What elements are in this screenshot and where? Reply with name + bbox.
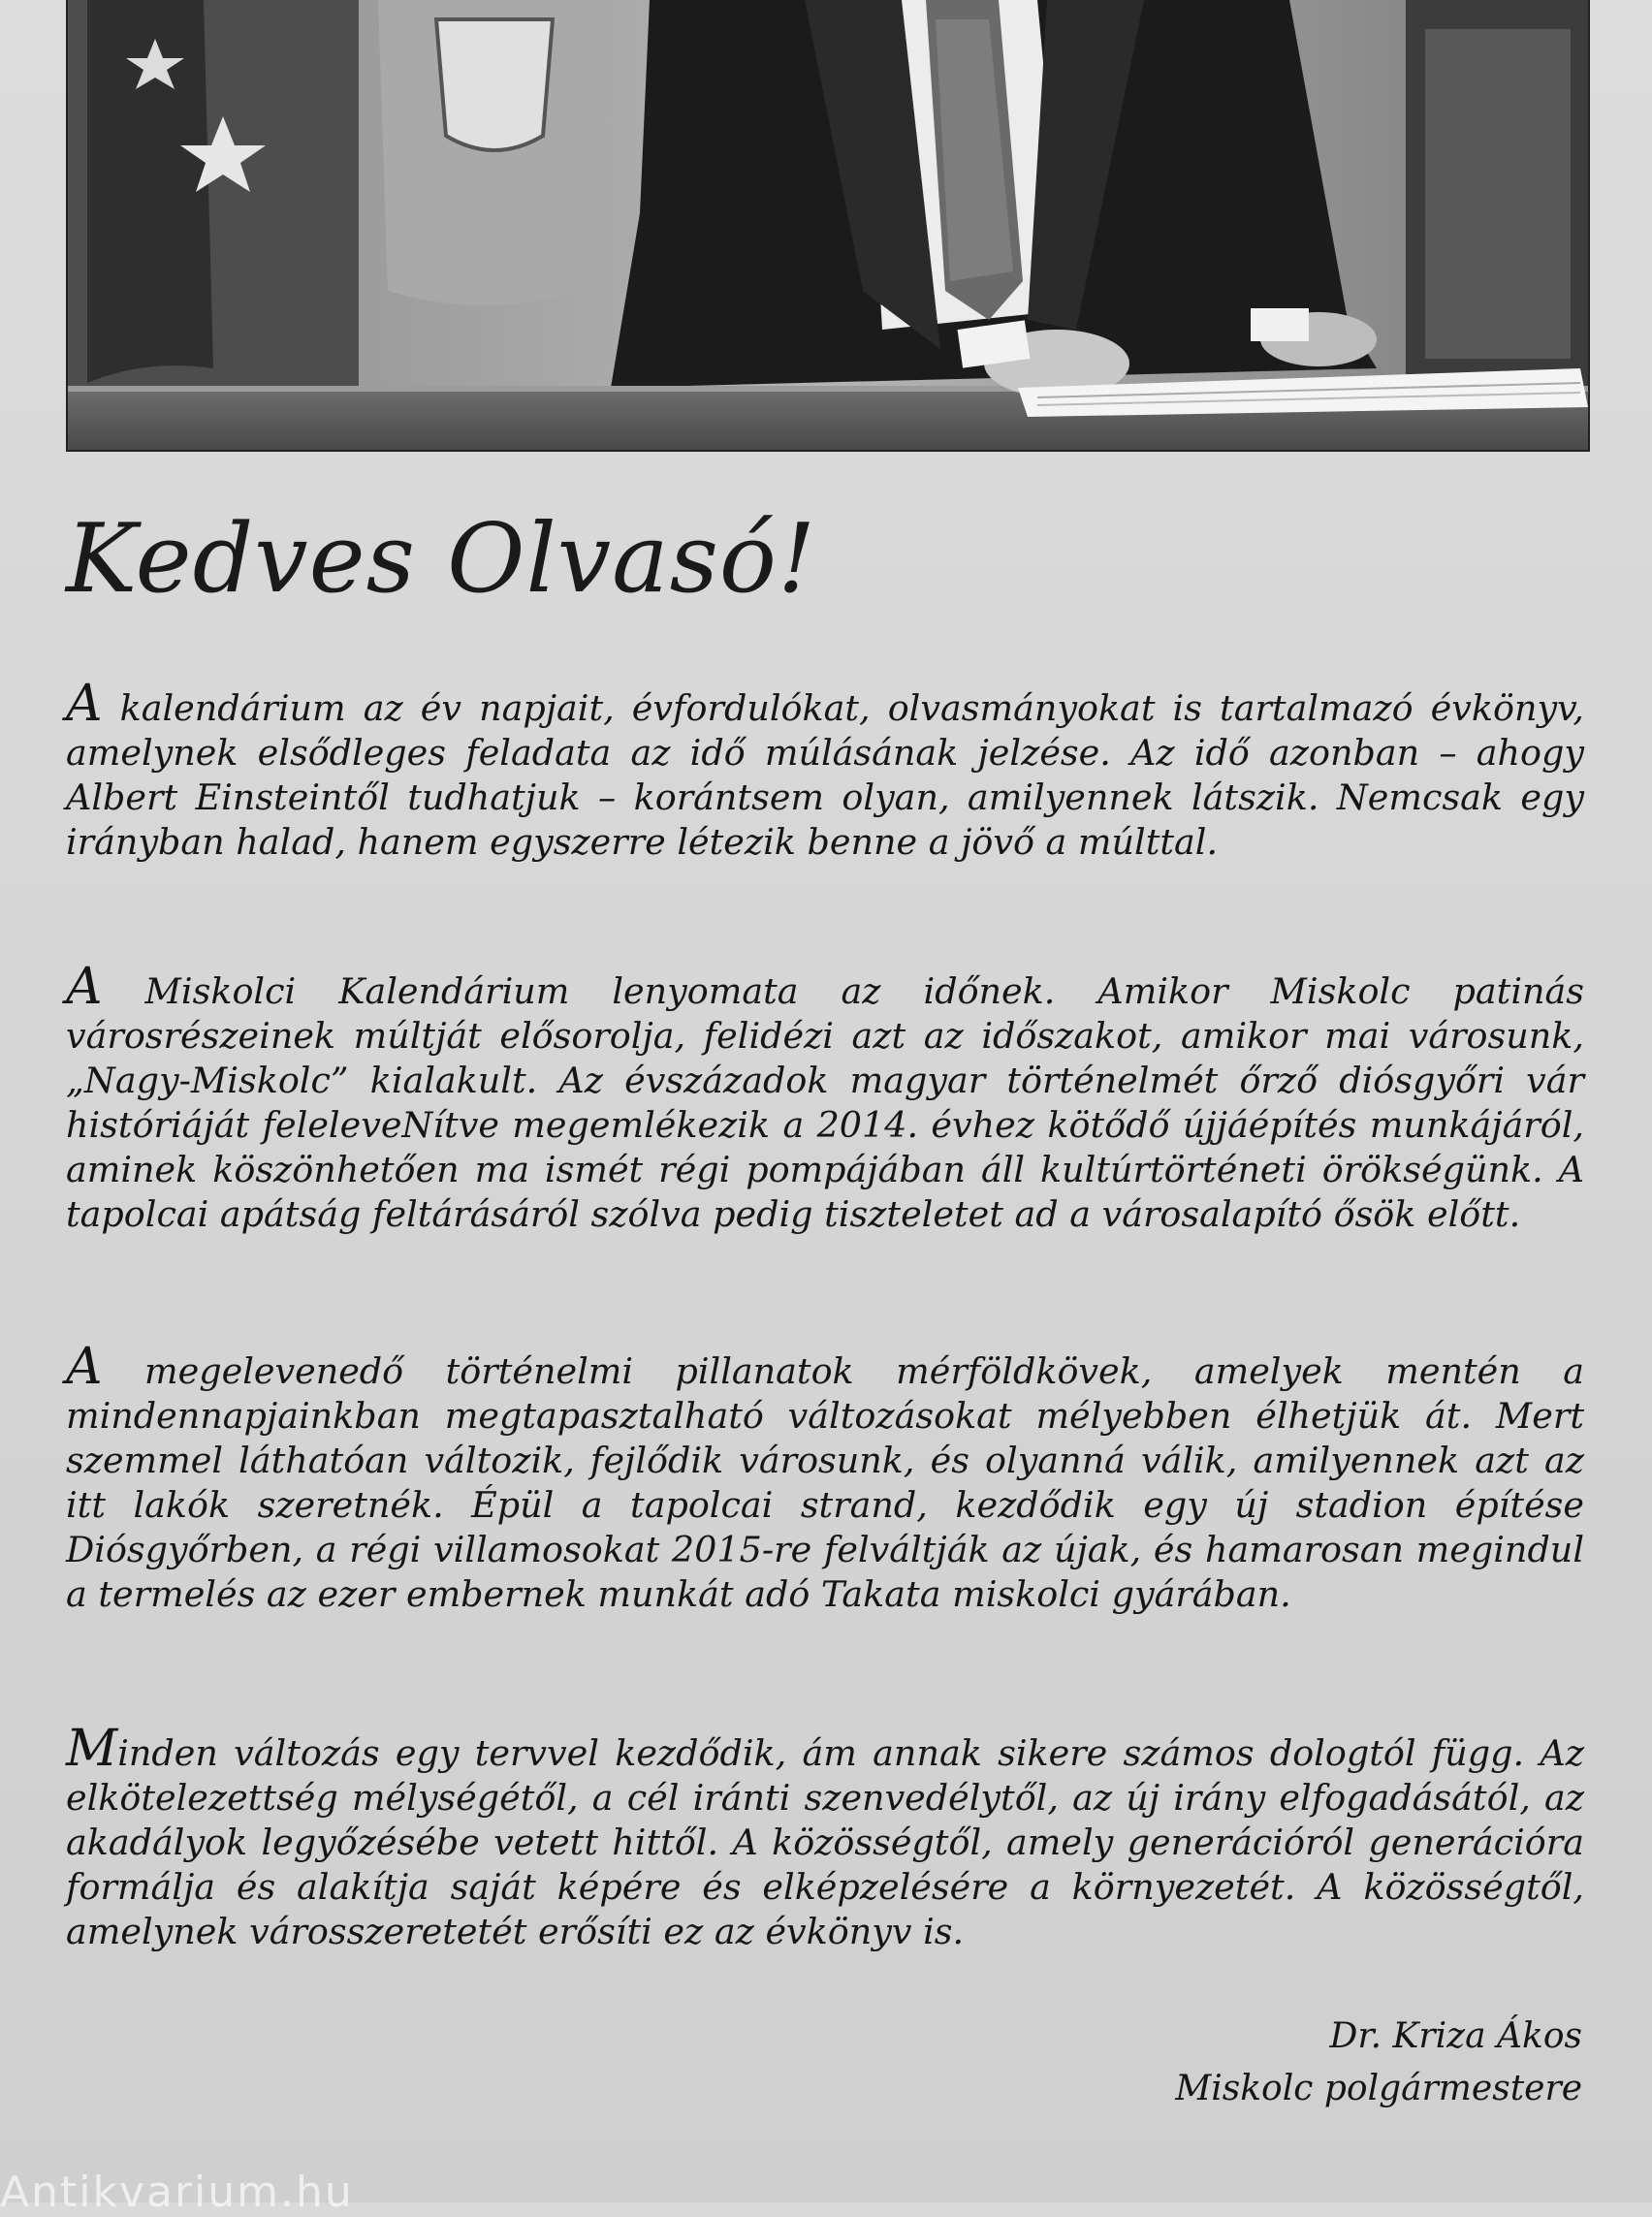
signature-block bbox=[1175, 2011, 1582, 2115]
signature-title: Miskolc polgármestere bbox=[1175, 2069, 1582, 2108]
paragraph-4: Minden változás egy tervvel kezdődik, ám annak sikere számos dologtól függ. Az elkötelezettség mélységétől, a cél iránti szenvedélytől, az új irány elfogadásától, az akadályok legyőzésébe vetett hittől. A közösségtől, amely generációról generációra formálja és alakítja saját képére és elképzelésére a környezetét. A közösségtől, amelynek városszeretetét erősíti ez az évkönyv is. bbox=[66, 1720, 1584, 1952]
paragraph-2: A Miskolci Kalendárium lenyomata az időnek. Amikor Miskolc patinás városrészeinek múltját elősorolja, felidézi azt az időszakot, amikor mai városunk, „Nagy-Miskolc” kialakult. Az évszázadok magyar történelmét őrző diósgyőri vár históriáját feleleveNítve megemlékezik a 2014. évhez kötődő újjáépítés munkájáról, aminek köszönhetően ma ismét régi pompájában áll kultúrtörténeti örökségünk. A tapolcai apátság feltárásáról szólva pedig tiszteletet ad a városalapító ősök előtt. bbox=[66, 958, 1584, 1235]
watermark: Antikvarium.hu bbox=[0, 2168, 354, 2217]
paragraph-1: A kalendárium az év napjait, évfordulókat, olvasmányokat is tartalmazó évkönyv, amelynek elsődleges feladata az idő múlásának jelzése. Az idő azonban – ahogy Albert Einsteintől tudhatjuk – korántsem olyan, amilyennek látszik. Nemcsak egy irányban halad, hanem egyszerre létezik benne a jövő a múlttal. bbox=[66, 675, 1584, 863]
mayor-photo bbox=[66, 0, 1590, 452]
signature-name: Dr. Kriza Ákos bbox=[1329, 2016, 1582, 2056]
paragraph-3: A megelevenedő történelmi pillanatok mérföldkövek, amelyek mentén a mindennapjainkban megtapasztalható változásokat mélyebben élhetjük át. Mert szemmel láthatóan változik, fejlődik városunk, és olyanná válik, amilyennek azt az itt lakók szeretnék. Épül a tapolcai strand, kezdődik egy új stadion építése Diósgyőrben, a régi villamosokat 2015-re felváltják az újak, és hamarosan megindul a termelés az ezer embernek munkát adó Takata miskolci gyárában. bbox=[66, 1338, 1584, 1615]
page-heading: Kedves Olvasó! bbox=[66, 504, 817, 615]
